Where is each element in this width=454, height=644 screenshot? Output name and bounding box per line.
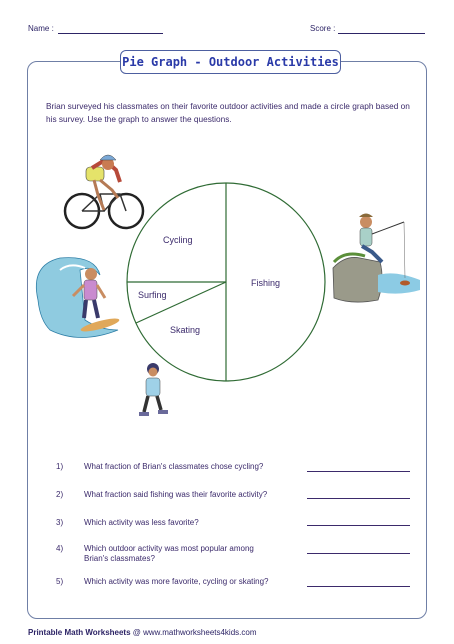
- pie-label-surfing: Surfing: [138, 290, 167, 300]
- answer-line-3[interactable]: [307, 525, 410, 526]
- name-label-text: Name :: [28, 24, 54, 33]
- cyclist-illustration: [65, 155, 143, 228]
- pie-label-cycling: Cycling: [163, 235, 193, 245]
- fisher-illustration: [333, 214, 420, 303]
- footer-site[interactable]: @ www.mathworksheets4kids.com: [132, 628, 257, 637]
- score-label-text: Score :: [310, 24, 336, 33]
- question-number: 4): [56, 544, 64, 553]
- question-text: What fraction said fishing was their favorite activity?: [84, 490, 268, 499]
- question-text: Which outdoor activity was most popular among Brian's classmates?: [84, 544, 254, 563]
- answer-line-5[interactable]: [307, 586, 410, 587]
- answer-line-1[interactable]: [307, 471, 410, 472]
- intro-text: Brian surveyed his classmates on their favorite outdoor activities and made a circle graph based on his survey. Use the graph to answer the questions.: [46, 101, 410, 124]
- question-text: Which activity was more favorite, cycling or skating?: [84, 577, 269, 586]
- question-number: 3): [56, 518, 64, 527]
- question-text: Which activity was less favorite?: [84, 518, 199, 527]
- answer-line-2[interactable]: [307, 498, 410, 499]
- question-number: 1): [56, 462, 64, 471]
- skater-illustration: [139, 363, 168, 416]
- pie-label-fishing: Fishing: [251, 278, 281, 288]
- pie-label-skating: Skating: [170, 325, 201, 335]
- question-number: 2): [56, 490, 64, 499]
- footer-brand: Printable Math Worksheets: [28, 628, 131, 637]
- question-number: 5): [56, 577, 64, 586]
- surfer-illustration: [36, 258, 120, 338]
- answer-line-4[interactable]: [307, 553, 410, 554]
- question-text: What fraction of Brian's classmates chose cycling?: [84, 462, 264, 471]
- footer: [28, 628, 257, 637]
- page-title: Pie Graph - Outdoor Activities: [120, 50, 341, 74]
- pie-graph: [127, 183, 325, 381]
